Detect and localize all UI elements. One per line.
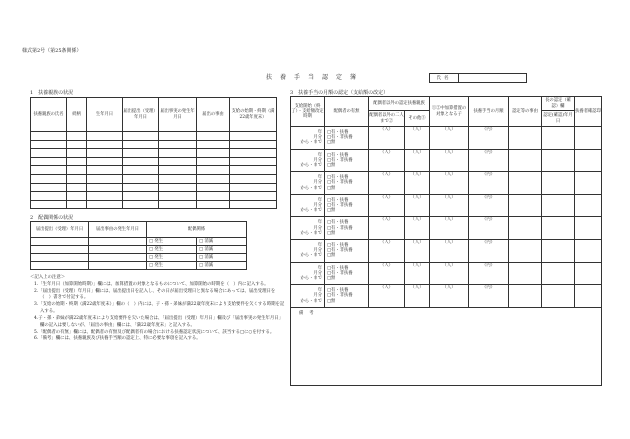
table-cell[interactable] xyxy=(197,157,230,166)
from-to-label: から・まで xyxy=(300,298,322,304)
table-cell[interactable] xyxy=(31,140,67,149)
table-cell[interactable] xyxy=(31,183,67,192)
persons-others[interactable]: （人） xyxy=(405,217,430,240)
notes-heading: ＜記入上の注意＞ xyxy=(30,275,66,280)
table-cell[interactable] xyxy=(87,149,123,158)
table-row xyxy=(31,262,247,270)
persons-calc[interactable]: （人） xyxy=(430,127,469,150)
table-cell[interactable] xyxy=(31,166,67,175)
chief-cell[interactable] xyxy=(542,149,575,172)
chief-cell[interactable] xyxy=(542,239,575,262)
year-label: 年 xyxy=(317,265,322,271)
extinct-checkbox[interactable]: □ 消滅 xyxy=(197,262,247,270)
period-cell[interactable] xyxy=(291,262,325,285)
option-none[interactable]: □無 xyxy=(327,298,336,304)
period-cell[interactable] xyxy=(291,217,325,240)
table-row xyxy=(31,166,277,175)
option-nondependent[interactable]: □有・非扶養 xyxy=(327,180,353,186)
stamp-cell[interactable] xyxy=(575,127,602,150)
header-spouse-submit: 届出提出（受理）年月日 xyxy=(31,222,89,238)
table-row xyxy=(31,254,247,262)
option-nondependent[interactable]: □有・非扶養 xyxy=(327,203,353,208)
table-row xyxy=(31,140,277,149)
month-label: 月分 xyxy=(313,270,322,276)
table-cell[interactable] xyxy=(87,183,123,192)
table-cell[interactable] xyxy=(230,183,277,192)
persons-two[interactable]: （人） xyxy=(369,194,405,217)
persons-calc[interactable]: （人） xyxy=(430,262,469,285)
note-item: 1.「生年月日（加算開始時期）」欄には、加算措置の対象となるものについて、加算開始の時期を（ ）内に記入する。 xyxy=(34,281,269,287)
extinct-checkbox[interactable]: □ 消滅 xyxy=(197,246,247,254)
table-cell[interactable] xyxy=(123,140,159,149)
monthly-yen[interactable]: （円） xyxy=(469,285,509,308)
stamp-cell[interactable] xyxy=(575,194,602,217)
page-title: 扶養手当認定簿 xyxy=(265,74,364,81)
reason-cell[interactable] xyxy=(509,127,542,150)
option-dependent[interactable]: □有・扶養 xyxy=(327,265,349,271)
from-to-label: から・まで xyxy=(300,140,322,146)
period-cell[interactable] xyxy=(291,285,325,308)
persons-others[interactable]: （人） xyxy=(405,127,430,150)
table-cell[interactable] xyxy=(230,200,277,209)
table-cell[interactable] xyxy=(159,149,197,158)
table-cell[interactable] xyxy=(67,192,87,201)
table-cell[interactable] xyxy=(197,183,230,192)
table-cell[interactable] xyxy=(159,200,197,209)
occur-checkbox[interactable]: □ 発生 xyxy=(147,254,197,262)
spouse-options[interactable] xyxy=(325,149,369,172)
option-nondependent[interactable]: □有・非扶養 xyxy=(327,270,353,276)
year-label: 年 xyxy=(317,243,322,249)
table-cell[interactable] xyxy=(230,192,277,201)
table-cell[interactable] xyxy=(87,166,123,175)
header-calc: ①②中加算措置の対象となる子 xyxy=(430,97,469,127)
table-cell[interactable] xyxy=(230,166,277,175)
header-spouse-occur: 届出事由の発生年月日 xyxy=(89,222,147,238)
option-dependent[interactable]: □有・扶養 xyxy=(327,197,349,203)
header-relationship: 続柄 xyxy=(67,98,87,132)
persons-two[interactable]: （人） xyxy=(369,239,405,262)
dependents-table xyxy=(30,97,277,209)
header-stamp: 扶養者確認印 xyxy=(575,97,602,127)
stamp-cell[interactable] xyxy=(575,262,602,285)
monthly-yen[interactable]: （円） xyxy=(469,217,509,240)
table-cell[interactable] xyxy=(230,149,277,158)
chief-cell[interactable] xyxy=(542,285,575,308)
option-nondependent[interactable]: □有・非扶養 xyxy=(327,293,353,299)
month-label: 月分 xyxy=(313,203,322,208)
monthly-yen[interactable]: （円） xyxy=(469,194,509,217)
month-label: 月分 xyxy=(313,248,322,254)
stamp-cell[interactable] xyxy=(575,172,602,195)
table-row xyxy=(291,217,602,240)
chief-cell[interactable] xyxy=(542,262,575,285)
table-row xyxy=(31,157,277,166)
occur-checkbox[interactable]: □ 発生 xyxy=(147,238,197,246)
table-cell[interactable] xyxy=(159,132,197,141)
spouse-options[interactable] xyxy=(325,172,369,195)
table-cell[interactable] xyxy=(87,192,123,201)
remarks-area[interactable]: 備考 xyxy=(291,307,602,385)
year-label: 年 xyxy=(317,288,322,294)
table-cell[interactable] xyxy=(230,140,277,149)
period-cell[interactable] xyxy=(291,194,325,217)
spouse-options[interactable] xyxy=(325,217,369,240)
table-cell[interactable] xyxy=(67,157,87,166)
note-item: 5.「配偶者の有無」欄には、配偶者の有無及び配偶者有の場合における扶養認定状況について、該当する□に○を付する。 xyxy=(34,329,275,335)
option-dependent[interactable]: □有・扶養 xyxy=(327,288,349,294)
form-number: 様式第2号（第25条関係） xyxy=(22,48,82,54)
extinct-checkbox[interactable]: □ 消滅 xyxy=(197,254,247,262)
header-submit-date: 届出提出（受理）年月日 xyxy=(123,98,159,132)
persons-calc[interactable]: （人） xyxy=(430,239,469,262)
header-occur-date: 届出事実の発生年月日 xyxy=(159,98,197,132)
reason-cell[interactable] xyxy=(509,149,542,172)
table-row xyxy=(291,285,602,308)
header-payment-period: 支給の始期・終期（満22歳年度末） xyxy=(230,98,277,132)
table-row xyxy=(31,174,277,183)
header-others: その他③ xyxy=(405,111,430,127)
spouse-options[interactable] xyxy=(325,239,369,262)
period-cell[interactable] xyxy=(291,172,325,195)
table-cell[interactable] xyxy=(197,200,230,209)
from-to-label: から・まで xyxy=(300,275,322,281)
monthly-yen[interactable]: （円） xyxy=(469,239,509,262)
reason-cell[interactable] xyxy=(509,285,542,308)
year-label: 年 xyxy=(317,197,322,203)
table-cell[interactable] xyxy=(197,192,230,201)
note-item: 6.「備考」欄には、扶養親族及び扶養手当額の認定上、特に必要な事項を記入する。 xyxy=(34,336,201,342)
table-cell[interactable] xyxy=(197,149,230,158)
table-cell[interactable] xyxy=(159,183,197,192)
spouse-table xyxy=(30,221,247,270)
table-cell[interactable] xyxy=(31,157,67,166)
section3-heading: 3 扶養手当の月額の認定（支給額の改定） xyxy=(290,90,389,96)
option-none[interactable]: □無 xyxy=(327,253,336,259)
notes xyxy=(30,275,285,343)
persons-calc[interactable]: （人） xyxy=(430,149,469,172)
header-birthdate: 生年月日 xyxy=(87,98,123,132)
option-nondependent[interactable]: □有・非扶養 xyxy=(327,135,353,141)
table-row xyxy=(291,172,602,195)
period-cell[interactable] xyxy=(291,149,325,172)
option-none[interactable]: □無 xyxy=(327,185,336,191)
table-row xyxy=(31,132,277,141)
table-row xyxy=(31,238,247,246)
table-cell[interactable] xyxy=(230,157,277,166)
spouse-options[interactable] xyxy=(325,194,369,217)
month-label: 月分 xyxy=(313,135,322,141)
period-cell[interactable] xyxy=(291,127,325,150)
persons-others[interactable]: （人） xyxy=(405,285,430,308)
option-dependent[interactable]: □有・扶養 xyxy=(327,130,349,136)
monthly-yen[interactable]: （円） xyxy=(469,172,509,195)
month-label: 月分 xyxy=(313,293,322,299)
table-cell[interactable] xyxy=(197,140,230,149)
table-cell[interactable] xyxy=(123,183,159,192)
persons-two[interactable]: （人） xyxy=(369,149,405,172)
option-none[interactable]: □無 xyxy=(327,275,336,281)
section1-heading: 1 扶養親族の状況 xyxy=(30,90,74,96)
table-cell[interactable] xyxy=(197,166,230,175)
option-dependent[interactable]: □有・扶養 xyxy=(327,243,349,249)
table-row xyxy=(291,127,602,150)
name-box xyxy=(429,73,527,83)
table-row xyxy=(31,183,277,192)
persons-two[interactable]: （人） xyxy=(369,217,405,240)
reason-cell[interactable] xyxy=(509,217,542,240)
table-cell[interactable] xyxy=(67,200,87,209)
note-item: 4.子・孫・弟妹が満22歳年度末により支給要件を欠いた場合は、「届出提出（受理）年月日」欄及び「届出事実の発生年月日」欄の記入は要しないが、「届出の事由」欄には、「満22歳年度末」と記入する。 xyxy=(34,315,284,328)
table-row xyxy=(31,200,277,209)
from-to-label: から・まで xyxy=(300,185,322,191)
header-reason: 認定等の事由 xyxy=(509,97,542,127)
persons-two[interactable]: （人） xyxy=(369,285,405,308)
option-dependent[interactable]: □有・扶養 xyxy=(327,152,349,158)
table-row xyxy=(291,262,602,285)
reason-cell[interactable] xyxy=(509,172,542,195)
header-start: 支給開始（終了）・支給額改定時期 xyxy=(291,97,325,127)
table-cell[interactable] xyxy=(87,174,123,183)
note-item: 3.「支給の始期・終期（満22歳年度末）」欄の（ ）内には、子・孫・弟妹が満22歳年度末により支給要件を欠くする時期を記入する。 xyxy=(34,302,285,315)
chief-cell[interactable] xyxy=(542,217,575,240)
allowance-table xyxy=(290,96,602,386)
persons-two[interactable]: （人） xyxy=(369,262,405,285)
monthly-yen[interactable]: （円） xyxy=(469,149,509,172)
table-row xyxy=(291,194,602,217)
note-item: 2.「届出提出（受理）年月日」欄には、届出提出日を記入し、その日が届出受理日と異なる場合にあっては、届出受理日を（ ）書きで付記する。 xyxy=(34,288,276,301)
header-spouse-other: 配偶者以外の認定扶養親族 xyxy=(369,97,430,111)
table-cell[interactable] xyxy=(123,132,159,141)
from-to-label: から・まで xyxy=(300,208,322,214)
table-cell[interactable] xyxy=(123,157,159,166)
persons-calc[interactable]: （人） xyxy=(430,194,469,217)
header-spouse-relation: 配偶関係 xyxy=(147,222,247,238)
period-cell[interactable] xyxy=(291,239,325,262)
table-cell[interactable] xyxy=(159,140,197,149)
table-cell[interactable] xyxy=(87,157,123,166)
table-cell[interactable] xyxy=(159,157,197,166)
table-cell[interactable] xyxy=(31,132,67,141)
table-cell[interactable] xyxy=(123,174,159,183)
table-cell[interactable] xyxy=(67,166,87,175)
table-cell[interactable] xyxy=(159,192,197,201)
table-cell[interactable] xyxy=(87,200,123,209)
table-row xyxy=(291,239,602,262)
reason-cell[interactable] xyxy=(509,262,542,285)
chief-cell[interactable] xyxy=(542,172,575,195)
monthly-yen[interactable]: （円） xyxy=(469,127,509,150)
occur-checkbox[interactable]: □ 発生 xyxy=(147,246,197,254)
persons-calc[interactable]: （人） xyxy=(430,285,469,308)
table-row xyxy=(291,149,602,172)
header-spouse: 配偶者の有無 xyxy=(325,97,369,127)
header-reason: 届出の事由 xyxy=(197,98,230,132)
option-nondependent[interactable]: □有・非扶養 xyxy=(327,225,353,231)
monthly-yen[interactable]: （円） xyxy=(469,262,509,285)
month-label: 月分 xyxy=(313,225,322,231)
option-nondependent[interactable]: □有・非扶養 xyxy=(327,157,353,163)
year-label: 年 xyxy=(317,130,322,136)
table-row xyxy=(31,192,277,201)
persons-calc[interactable]: （人） xyxy=(430,217,469,240)
section2-heading: 2 配偶関係の状況 xyxy=(30,215,74,221)
persons-two[interactable]: （人） xyxy=(369,172,405,195)
table-cell[interactable] xyxy=(159,174,197,183)
table-cell[interactable] xyxy=(123,192,159,201)
table-cell[interactable] xyxy=(197,132,230,141)
persons-others[interactable]: （人） xyxy=(405,239,430,262)
header-monthly: 扶養手当の月額 xyxy=(469,97,509,127)
option-none[interactable]: □無 xyxy=(327,208,336,214)
header-chief: 長の認定（確認）欄 xyxy=(542,97,575,111)
table-cell[interactable] xyxy=(67,132,87,141)
table-cell[interactable] xyxy=(87,132,123,141)
table-cell[interactable] xyxy=(67,140,87,149)
stamp-cell[interactable] xyxy=(575,149,602,172)
chief-cell[interactable] xyxy=(542,194,575,217)
table-cell[interactable] xyxy=(197,174,230,183)
chief-cell[interactable] xyxy=(542,127,575,150)
option-dependent[interactable]: □有・扶養 xyxy=(327,220,349,226)
extinct-checkbox[interactable]: □ 消滅 xyxy=(197,238,247,246)
table-cell[interactable] xyxy=(67,183,87,192)
stamp-cell[interactable] xyxy=(575,239,602,262)
table-cell[interactable] xyxy=(159,166,197,175)
year-label: 年 xyxy=(317,220,322,226)
persons-calc[interactable]: （人） xyxy=(430,172,469,195)
from-to-label: から・まで xyxy=(300,253,322,259)
table-cell[interactable] xyxy=(123,166,159,175)
from-to-label: から・まで xyxy=(300,162,322,168)
spouse-options[interactable] xyxy=(325,127,369,150)
option-none[interactable]: □無 xyxy=(327,230,336,236)
header-two: 配偶者以外の二人まで② xyxy=(369,111,405,127)
persons-two[interactable]: （人） xyxy=(369,127,405,150)
table-cell[interactable] xyxy=(230,132,277,141)
stamp-cell[interactable] xyxy=(575,285,602,308)
header-dependent-name: 扶養親族の氏名 xyxy=(31,98,67,132)
persons-others[interactable]: （人） xyxy=(405,149,430,172)
year-label: 年 xyxy=(317,175,322,181)
option-none[interactable]: □無 xyxy=(327,162,336,168)
stamp-cell[interactable] xyxy=(575,217,602,240)
reason-cell[interactable] xyxy=(509,239,542,262)
table-cell[interactable] xyxy=(31,200,67,209)
persons-others[interactable]: （人） xyxy=(405,194,430,217)
persons-others[interactable]: （人） xyxy=(405,262,430,285)
option-nondependent[interactable]: □有・非扶養 xyxy=(327,248,353,254)
header-chief-date: 認定(確認)年月日 xyxy=(542,111,575,127)
reason-cell[interactable] xyxy=(509,194,542,217)
month-label: 月分 xyxy=(313,157,322,163)
year-label: 年 xyxy=(317,152,322,158)
spouse-options[interactable] xyxy=(325,285,369,308)
name-label: 氏名 xyxy=(430,74,459,82)
option-dependent[interactable]: □有・扶養 xyxy=(327,175,349,181)
table-cell[interactable] xyxy=(31,192,67,201)
table-cell[interactable] xyxy=(31,149,67,158)
table-cell[interactable] xyxy=(67,174,87,183)
table-cell[interactable] xyxy=(31,174,67,183)
table-cell[interactable] xyxy=(87,140,123,149)
from-to-label: から・まで xyxy=(300,230,322,236)
table-cell[interactable] xyxy=(67,149,87,158)
occur-checkbox[interactable]: □ 発生 xyxy=(147,262,197,270)
table-cell[interactable] xyxy=(230,174,277,183)
month-label: 月分 xyxy=(313,180,322,186)
table-row xyxy=(31,246,247,254)
table-cell[interactable] xyxy=(123,149,159,158)
option-none[interactable]: □無 xyxy=(327,140,336,146)
table-row xyxy=(31,149,277,158)
persons-others[interactable]: （人） xyxy=(405,172,430,195)
spouse-options[interactable] xyxy=(325,262,369,285)
table-cell[interactable] xyxy=(123,200,159,209)
